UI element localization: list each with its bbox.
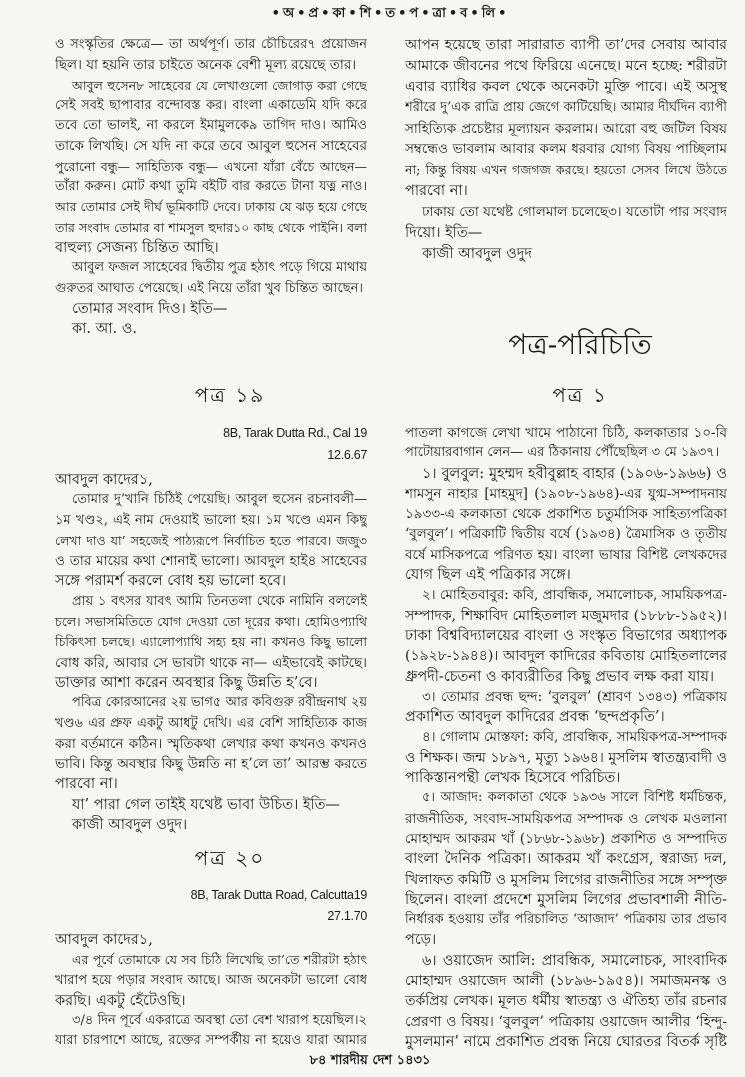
letter-19-date: 12.6.67 [327,448,367,462]
letter-20-paragraphs [55,950,367,1051]
text-line: আবুল ফজল সাহেবের দ্বিতীয় পুত্র হঠাৎ পড়ে গিয়ে মাথায় [72,260,367,276]
text-line: প্রকাশিত আবদুল কাদিরের প্রবন্ধ ‘ছন্দপ্রকৃতি’। [405,709,665,726]
text-line: ধ্রুপদী-চেতনা ও কাব্যরীতির কিছু প্রভাব লক্ষ করা যায়। [405,668,715,685]
text-line: তাঁরা করুন। মোট কথা তুমি বইটি বার করতে টানা যত্ন নাও। [55,179,367,195]
paragraph [405,423,727,464]
text-line: চলে। সভাসমিতিতে যোগ দেওয়া তো দূরের কথা। হোমিওপ্যাথি [55,614,367,630]
text-line: তোমার দু’খানি চিঠিই পেয়েছি। আবুল হুসেন রচনাবলী— [72,492,367,508]
text-line: সাহিত্যিক প্রচেষ্টার মূল্যায়ন করলাম। আরো বহু জটিল বিষয় [405,120,727,137]
text-line: পারবো না। [55,776,118,793]
text-line: ৫। আজাদ: কলকাতা থেকে ১৯৩৬ সালে বিশিষ্ট ধর্মচিন্তক, [422,790,727,806]
text-line: খারাপ হয়ে পড়ার সংবাদ আছে। আজ অনেকটা ভালো বোধ [55,972,367,988]
text-line: ও তার মায়ের কথা শোনাই ভালো। আবদুল হাই৪ সাহেবের [55,553,367,570]
paragraph [55,319,367,339]
text-line: ডাক্তার আশা করেন অবস্থার কিছু উন্নতি হ’বে। [55,674,318,691]
text-line: এর পূর্বে তোমাকে যে সব চিঠি লিখেছি তা’তে শরীরটা হঠাৎ [72,952,367,968]
text-line: বাংলা দৈনিক পত্রিকা। আকরম খাঁ কংগ্রেস, স্বরাজ্য দল, [405,851,727,868]
text-line: ১। বুলবুল: মুহম্মদ হবীবুল্লাহ বাহার (১৯০৬-১৯৬৬) ও [422,465,727,482]
text-line: তবে তো ভালই, না করলে ইমামুলকে৯ তাগিদ দাও। আমিও [55,118,367,134]
paragraph [405,951,727,1052]
text-line: ‘বুলবুল’। পত্রিকাটি দ্বিতীয় বর্ষে (১৯৩৪) ত্রৈমাসিক ও তৃতীয় [405,526,727,543]
text-line: বর্ষে মাসিকপত্রে পরিণত হয়। বাংলা ভাষার বিশিষ্ট লেখকদের [405,546,727,563]
left-top-letter-continuation [55,35,367,339]
paragraph [405,585,727,686]
paragraph [405,202,727,244]
text-line: যারা চারপাশে আছে, রক্তের সম্পর্কীয় না হয়েও যারা আমার [55,1033,367,1049]
letter-19-body [55,470,367,835]
text-line: পড়ে। [405,932,437,949]
text-line: ৬। ওয়াজেদ আলি: প্রাবন্ধিক, সমালোচক, সাংবাদিক [422,952,727,969]
text-line: বাহুল্য সেজন্য চিন্তিত আছি। [55,239,219,256]
paragraph [55,258,367,299]
text-line: ৪। গোলাম মোস্তফা: কবি, প্রাবন্ধিক, সাময়িকপত্র-সম্পাদক [422,729,727,746]
text-line: ঢাকায় তো যথেষ্ট গোলমাল চলেছে৩। যতোটা পার সংবাদ [422,204,727,221]
letter-19-heading: পত্র ১৯ [194,383,266,407]
salutation: আবদুল কাদের১, [55,932,153,948]
text-line: মোহাম্মদ ওয়াজেদ আলী (১৮৯৬-১৯৫৪)। সমাজমনস্ক ও [405,973,727,990]
text-line: চিকিৎসা চলছে। এ্যালোপ্যাথি সহ্য হয় না। কখনও কিছু ভালো [55,634,367,650]
paragraph [405,727,727,788]
text-line: (১৯২৮-১৯৪৪)। আবদুল কাদিরের কবিতায় মোহিতলালের [405,648,727,665]
text-line: ভাবি। কিন্তু অবস্থার কিছু উন্নতি না হ’লে তা’ আরম্ভ করতে [55,756,367,773]
text-line: করা বর্তমানে কঠিন। স্মৃতিকথা লেখার কথা কখনও কখনও [55,735,367,752]
page-footer: ৮৪ শারদীয় দেশ ১৪৩১ [309,1053,431,1068]
paragraph [55,592,367,693]
text-line: ও সংস্কৃতির ক্ষেত্রে— তা অর্থপূর্ণ। তার চৌচিরের৭ প্রয়োজন [55,37,367,52]
text-line: পারবো না। [405,183,468,200]
paragraph [405,687,727,728]
text-line: ছিলেন। বাংলা প্রদেশে মুসলিম লিগের প্রভাবশালী নীতি- [405,891,727,908]
text-line: মুসলমান’ নামে প্রকাশিত প্রবন্ধ নিয়ে ঘোরতর বিতর্ক সৃষ্টি [405,1033,727,1050]
paragraph [405,35,727,202]
text-line: শামসুন নাহার [মাহমুদ] (১৯০৮-১৯৬৪)-এর যুগ্ম-সম্পাদনায় [405,485,727,502]
text-line: আমাকে জীবনের পথে ফিরিয়ে এনেছে। মনে হচ্ছে: শরীরটা [405,57,727,74]
letter-20-address: 8B, Tarak Dutta Road, Calcutta19 [190,888,367,902]
text-line: পুরোনো বন্ধু— সাহিত্যিক বন্ধু— এখনো যাঁরা বেঁচে আছেন— [55,158,367,174]
text-line: সেই সবই ছাপাবার বন্দোবস্ত কর। বাংলা একাডেমি যদি করে [55,97,367,113]
text-line: সঙ্গে পরামর্শ করলে বোধ হয় ভালো হবে। [55,573,287,590]
text-line: ও শিক্ষক। জন্ম ১৮৯৭, মৃত্যু ১৯৬৪। মুসলিম স্বাতন্ত্র্যবাদী ও [405,749,727,766]
letter-20-date: 27.1.70 [327,909,367,923]
text-line: ৩। তোমার প্রবন্ধ ছন্দ: ‘বুলবুল’ (শ্রাবণ ১৩৪৩) পত্রিকায় [422,688,727,705]
text-line: না; কিন্তু বিষয় এখন গজগজ করছে। হয়তো সেসব লিখে উঠতে [405,162,727,178]
signature: কাজী আবদুল ওদুদ। [72,817,188,834]
text-line: যোগ ছিল এই পত্রিকার সঙ্গে। [405,567,571,584]
text-line: খণ্ড৬ এর প্রুফ একটু আধটু দেখি। এর বেশি সাহিত্যিক কাজ [55,715,367,731]
letter-19-address: 8B, Tarak Dutta Rd., Cal 19 [223,426,367,440]
text-line: আর তোমার সেই দীর্ঘ ভূমিকাটি দেবে। ঢাকায় যে ঝড় হয়ে গেছে [55,199,367,215]
text-line: লেখা দাও যা’ সহজেই পাঠ্যরূপে নির্বাচিত হতে পারবে। জজু৩ [55,532,367,548]
letter-20-body [55,930,367,1052]
text-line: তর্কপ্রিয় লেখক। মূলত ধর্মীয় স্বাতন্ত্র্য ও ঐতিহ্য তাঁর রচনার [405,993,727,1010]
text-line: নির্ধারক হওয়ায় তাঁর পরিচালিত ‘আজাদ’ পত্রিকায় তার প্রভাব [405,912,727,928]
text-line: বোধ করি, আবার সে ভাবটা থাকে না— এইভাবেই কাটছে। [55,654,367,671]
text-line: তাকে লিখছি। সে যদি না করে তবে আবুল হুসেন সাহেবের [55,138,367,155]
text-line: ৩/৪ দিন পূর্বে একরাত্রে অবস্থা তো বেশ খারাপ হয়েছিল।২ [72,1013,367,1029]
text-line: প্রায় ১ বৎসর যাবৎ আমি তিনতলা থেকে নামিনি বললেই [72,593,367,609]
text-line: খিলাফত কমিটি ও মুসলিম লিগের রাজনীতির সঙ্গে সম্পৃক্ত [405,871,727,888]
text-line: গুরুতর আঘাত পেয়েছে। এই নিয়ে তাঁরা খুব চিন্তিত আছেন। [55,280,363,296]
paragraph [55,1011,367,1052]
paragraph [55,950,367,1011]
text-line: তোমার সংবাদ দিও। ইতি— [72,300,228,317]
text-line: রাজনীতিক, সংবাদ-সাময়িকপত্র সম্পাদক ও লেখক মওলানা [405,810,727,827]
paragraph [55,693,367,794]
text-line: সম্পাদক, শিক্ষাবিদ মোহিতলাল মজুমদার (১৮৮৮-১৯৫২)। [405,607,727,624]
text-line: তার সংবাদ তোমার বা শামসুল হুদার১০ কাছ থেকে পাইনি। বলা [55,219,367,235]
text-line: পবিত্র কোরআনের ২য় ভাগ৫ আর কবিগুরু রবীন্দ্রনাথ ২য় [72,695,367,711]
text-line: দিয়ো। ইতি— [405,225,483,242]
text-line: শরীরে দু’এক রাত্রি প্রায় জেগে কাটিয়েছি। আমার দীর্ঘদিন ব্যাপী [405,99,727,115]
text-line: আবুল হুসেন৮ সাহেবের যে লেখাগুলো জোগাড় করা গেছে [72,77,367,93]
text-line: করছি। একটু হেঁটেওছি। [55,992,186,1009]
text-line: পাকিস্তানপন্থী লেখক হিসেবে পরিচিত। [405,770,621,787]
text-line: কাজী আবদুল ওদুদ [422,245,533,262]
text-line: ঢাকা বিশ্ববিদ্যালয়ের বাংলা ও সংস্কৃত বিভাগের অধ্যাপক [405,627,727,644]
text-line: পাতলা কাগজে লেখা খামে পাঠানো চিঠি, কলকাতার ১০-বি [405,425,727,441]
salutation: আবদুল কাদের১, [55,472,153,488]
text-line: প্রেরণা ও বিষয়। ‘বুলবুল’ পত্রিকায় ওয়াজেদ আলীর ‘হিন্দু- [405,1013,727,1030]
letter-20-heading: পত্র ২০ [194,846,266,870]
paragraph [55,490,367,591]
text-line: মোহাম্মদ আকরম খাঁ (১৮৬৮-১৯৬৮) প্রকাশিত ও সম্পাদিত [405,830,727,847]
right-top-letter-continuation [405,35,727,265]
text-line: সম্বন্ধেও ভাবলাম আবার কলম ধরবার যোগ্য বিষয় পাচ্ছিলাম [405,141,727,158]
paragraph [55,76,367,259]
paragraph [55,299,367,319]
paragraph [405,464,727,586]
text-line: পাটোয়ারবাগান লেন— এর ঠিকানায় পৌঁছেছিল ৩ মে ১৯৩৭। [405,445,720,461]
text-line: যা’ পারা গেল তাইই যথেষ্ট ভাবা উচিত। ইতি— [72,796,340,813]
text-line: ছিল। যা হয়নি তার চাইতে অনেক বেশী মূল্য রয়েছে তার। [55,57,357,74]
paragraph [55,795,367,815]
text-line: কা. আ. ও. [72,321,137,338]
text-line: এবার ব্যাধির কবল থেকে অনেকটা মুক্তি পাবে। এই অসুস্থ [405,78,727,95]
running-header: •অ•প্র•কা•শি•ত•প•ত্রা•ব•লি• [271,6,510,21]
section-title: পত্র-পরিচিতি [508,328,652,361]
paragraph [405,244,727,265]
text-line: আপন হয়েছে তারা সারারাত ব্যাপী তা’দের সেবায় আবার [405,37,727,53]
text-line: ১ম খণ্ড২, এই নাম দেওয়াই ভালো হয়। ১ম খণ্ডে এমন কিছু [55,512,367,528]
letter-1-notes [405,423,727,1052]
paragraph [55,35,367,76]
letter-1-notes-heading: পত্র ১ [552,383,608,407]
text-line: ১৯৩৩-এ কলকাতা থেকে প্রকাশিত চতুর্মাসিক সাহিত্যপত্রিকা [405,506,727,523]
paragraph [405,788,727,950]
letter-19-paragraphs [55,490,367,815]
text-line: ২। মোহিতবাবুর: কবি, প্রাবন্ধিক, সমালোচক, সাময়িকপত্র- [422,587,727,604]
